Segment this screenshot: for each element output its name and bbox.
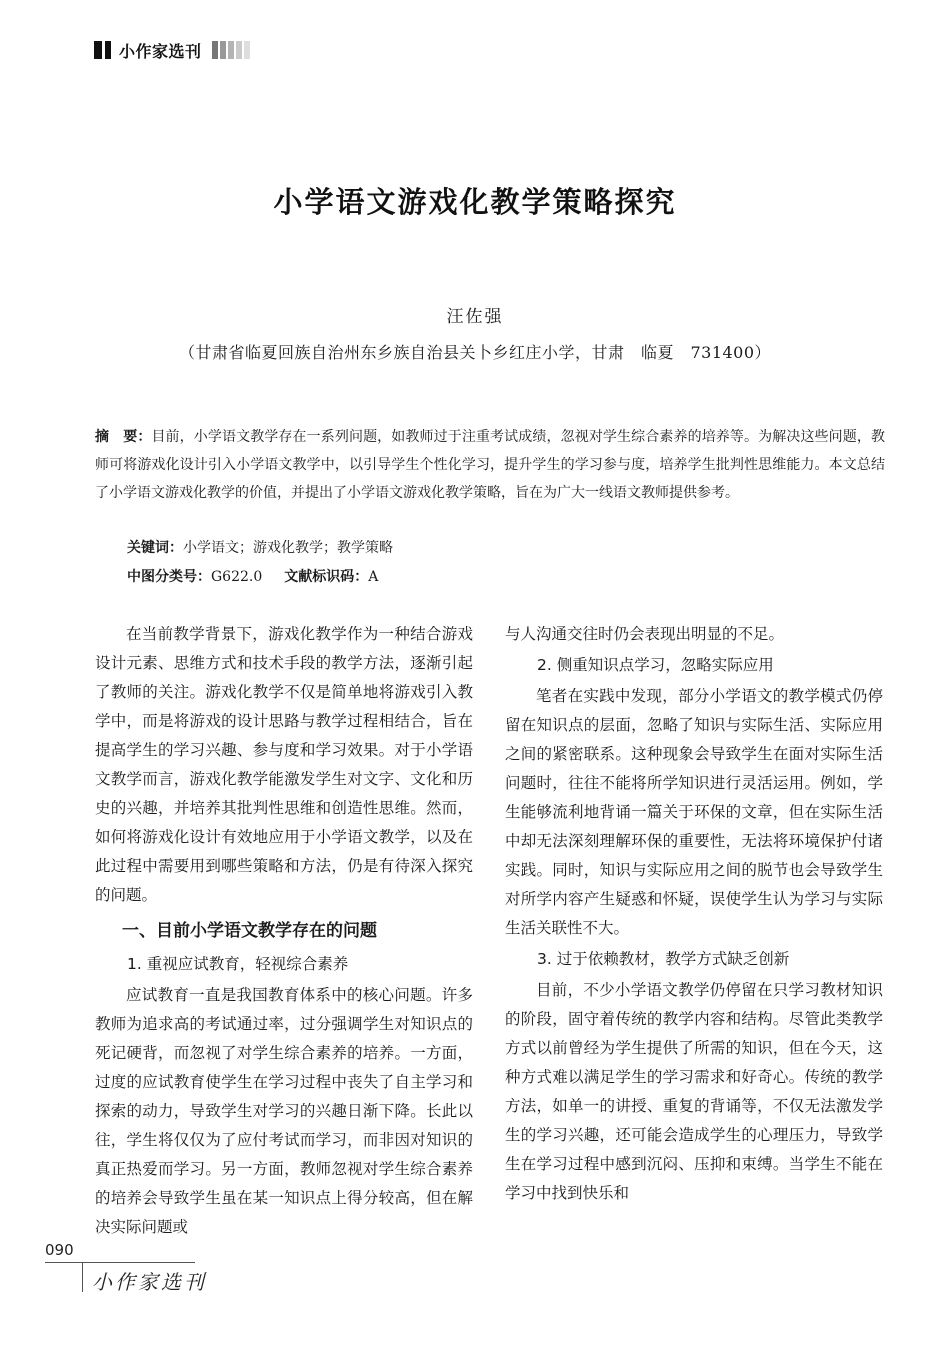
abstract-text: 目前，小学语文教学存在一系列问题，如教师过于注重考试成绩，忽视对学生综合素养的培养等。为解决这些问题，教师可将游戏化设计引入小学语文教学中，以引导学生个性化学习，提升学生的学习参与度，培养学生批判性思维能力。本文总结了小学语文游戏化教学的价值，并提出了小学语文游戏化教学策略，旨在为广大一线语文教师提供参考。 bbox=[95, 429, 885, 501]
page-number: 090 bbox=[45, 1241, 74, 1259]
subsection-heading: 2. 侧重知识点学习，忽略实际应用 bbox=[537, 656, 774, 674]
footer-rule bbox=[45, 1262, 195, 1263]
clc-value: G622.0 bbox=[211, 569, 263, 585]
keywords-label: 关键词： bbox=[127, 540, 183, 556]
header-stripe bbox=[244, 41, 250, 59]
journal-header bbox=[94, 38, 252, 62]
section-heading: 一、目前小学语文教学存在的问题 bbox=[122, 921, 377, 941]
author-affiliation: （甘肃省临夏回族自治州东乡族自治县关卜乡红庄小学，甘肃 临夏 731400） bbox=[178, 343, 772, 362]
header-stripe bbox=[212, 41, 218, 59]
subsection-heading: 3. 过于依赖教材，教学方式缺乏创新 bbox=[537, 950, 790, 968]
body-paragraph: 目前，不少小学语文教学仍停留在只学习教材知识的阶段，固守着传统的教学内容和结构。尽管此类教学方式以前曾经为学生提供了所需的知识，但在今天，这种方式难以满足学生的学习需求和好奇心。传统的教学方法，如单一的讲授、重复的背诵等，不仅无法激发学生的学习兴趣，还可能会造成学生的心理压力，导致学生在学习过程中感到沉闷、压抑和束缚。当学生不能在学习中找到快乐和 bbox=[505, 981, 883, 1202]
header-stripe bbox=[220, 41, 226, 59]
keywords bbox=[127, 537, 393, 557]
header-stripe bbox=[228, 41, 234, 59]
header-bar bbox=[94, 41, 102, 59]
body-paragraph: 应试教育一直是我国教育体系中的核心问题。许多教师为追求高的考试通过率，过分强调学生对知识点的死记硬背，而忽视了对学生综合素养的培养。一方面，过度的应试教育使学生在学习过程中丧失了自主学习和探索的动力，导致学生对学习的兴趣日渐下降。长此以往，学生将仅仅为了应付考试而学习，而非因对知识的真正热爱而学习。另一方面，教师忽视对学生综合素养的培养会导致学生虽在某一知识点上得分较高，但在解决实际问题或 bbox=[95, 986, 473, 1236]
classification bbox=[127, 566, 378, 586]
header-stripe bbox=[236, 41, 242, 59]
body-paragraph: 笔者在实践中发现，部分小学语文的教学模式仍停留在知识点的层面，忽略了知识与实际生活、实际应用之间的紧密联系。这种现象会导致学生在面对实际生活问题时，往往不能将所学知识进行灵活运用。例如，学生能够流利地背诵一篇关于环保的文章，但在实际生活中却无法深刻理解环保的重要性，无法将环境保护付诸实践。同时，知识与实际应用之间的脱节也会导致学生对所学内容产生疑惑和怀疑，误使学生认为学习与实际生活关联性不大。 bbox=[505, 687, 883, 937]
footer-logo: 小作家选刊 bbox=[92, 1270, 207, 1294]
left-column bbox=[95, 620, 473, 1242]
abstract-label: 摘 要： bbox=[95, 429, 152, 445]
journal-name: 小作家选刊 bbox=[119, 41, 202, 61]
intro-paragraph: 在当前教学背景下，游戏化教学作为一种结合游戏设计元素、思维方式和技术手段的教学方法，逐渐引起了教师的关注。游戏化教学不仅是简单地将游戏引入教学中，而是将游戏的设计思路与教学过程相结合，旨在提高学生的学习兴趣、参与度和学习效果。对于小学语文教学而言，游戏化教学能激发学生对文字、文化和历史的兴趣，并培养其批判性思维和创造性思维。然而，如何将游戏化设计有效地应用于小学语文教学，以及在此过程中需要用到哪些策略和方法，仍是有待深入探究的问题。 bbox=[95, 625, 473, 904]
header-bar bbox=[105, 41, 111, 59]
abstract bbox=[95, 423, 885, 507]
keywords-text: 小学语文；游戏化教学；教学策略 bbox=[183, 540, 393, 556]
doc-code-value: A bbox=[368, 569, 379, 585]
footer-rule bbox=[82, 1262, 83, 1292]
clc-label: 中图分类号： bbox=[127, 569, 211, 585]
article-title: 小学语文游戏化教学策略探究 bbox=[273, 185, 677, 219]
body-paragraph: 与人沟通交往时仍会表现出明显的不足。 bbox=[505, 625, 785, 643]
doc-code-label: 文献标识码： bbox=[284, 569, 369, 585]
subsection-heading: 1. 重视应试教育，轻视综合素养 bbox=[127, 955, 349, 973]
right-column bbox=[505, 620, 883, 1208]
author-name: 汪佐强 bbox=[446, 307, 504, 327]
